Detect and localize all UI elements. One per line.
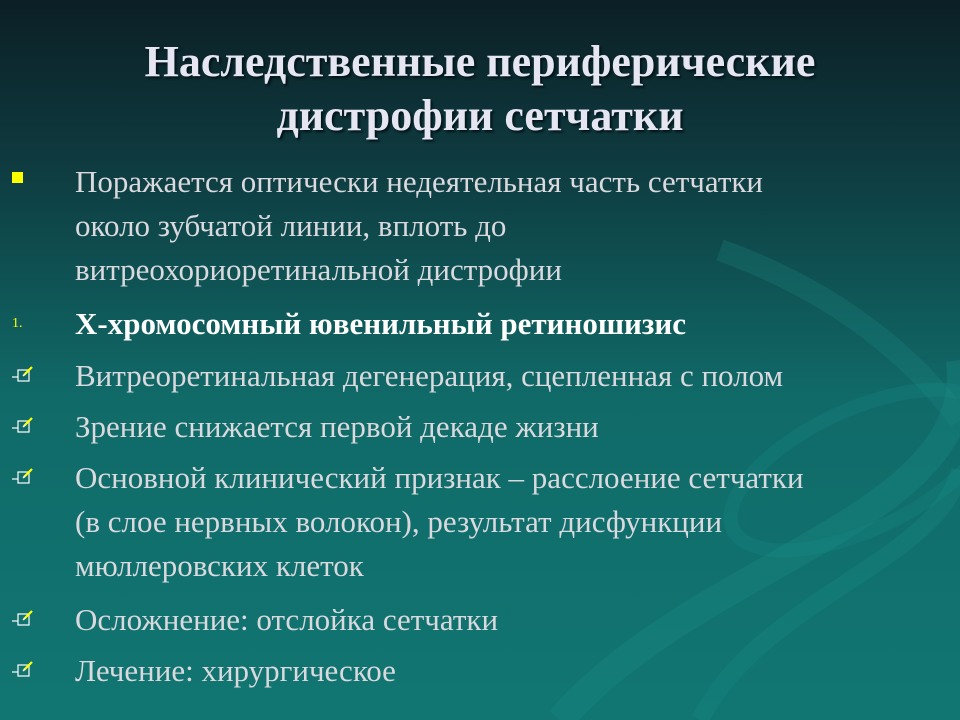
checkbox-pencil-icon xyxy=(10,416,40,436)
list-item-line: X-хромосомный ювенильный ретиношизис xyxy=(75,306,686,341)
list-item-line: Лечение: хирургическое xyxy=(75,653,396,688)
list-item-text xyxy=(75,302,945,346)
list-item-line: Зрение снижается первой декаде жизни xyxy=(75,409,599,444)
list-item-text xyxy=(75,405,945,449)
checkbox-pencil-icon xyxy=(10,609,40,629)
list-item-line: мюллеровских клеток xyxy=(75,548,364,583)
checkbox-pencil-icon xyxy=(10,660,40,680)
list-item-text xyxy=(75,160,945,292)
square-bullet-icon xyxy=(12,172,23,183)
list-item-text xyxy=(75,598,945,642)
list-item-line: Осложнение: отслойка сетчатки xyxy=(75,602,499,637)
checkbox-pencil-icon xyxy=(10,467,40,487)
slide-title xyxy=(40,35,920,143)
checkbox-pencil-icon xyxy=(10,365,40,385)
list-item-line: (в слое нервных волокон), результат дисфункции xyxy=(75,504,723,539)
list-item-line: Основной клинический признак – расслоение сетчатки xyxy=(75,460,804,495)
slide-title-line-2: дистрофии сетчатки xyxy=(276,91,684,141)
list-number: 1. xyxy=(12,316,23,331)
list-item-text xyxy=(75,354,945,398)
slide-title-line-1: Наследственные периферические xyxy=(144,37,816,87)
list-item-line: Витреоретинальная дегенерация, сцепленная с полом xyxy=(75,358,784,393)
list-item-line: витреохориоретинальной дистрофии xyxy=(75,252,562,287)
list-item-text xyxy=(75,649,945,693)
list-item-line: около зубчатой линии, вплоть до xyxy=(75,208,507,243)
list-item-line: Поражается оптически недеятельная часть сетчатки xyxy=(75,164,764,199)
list-item-text xyxy=(75,456,945,588)
